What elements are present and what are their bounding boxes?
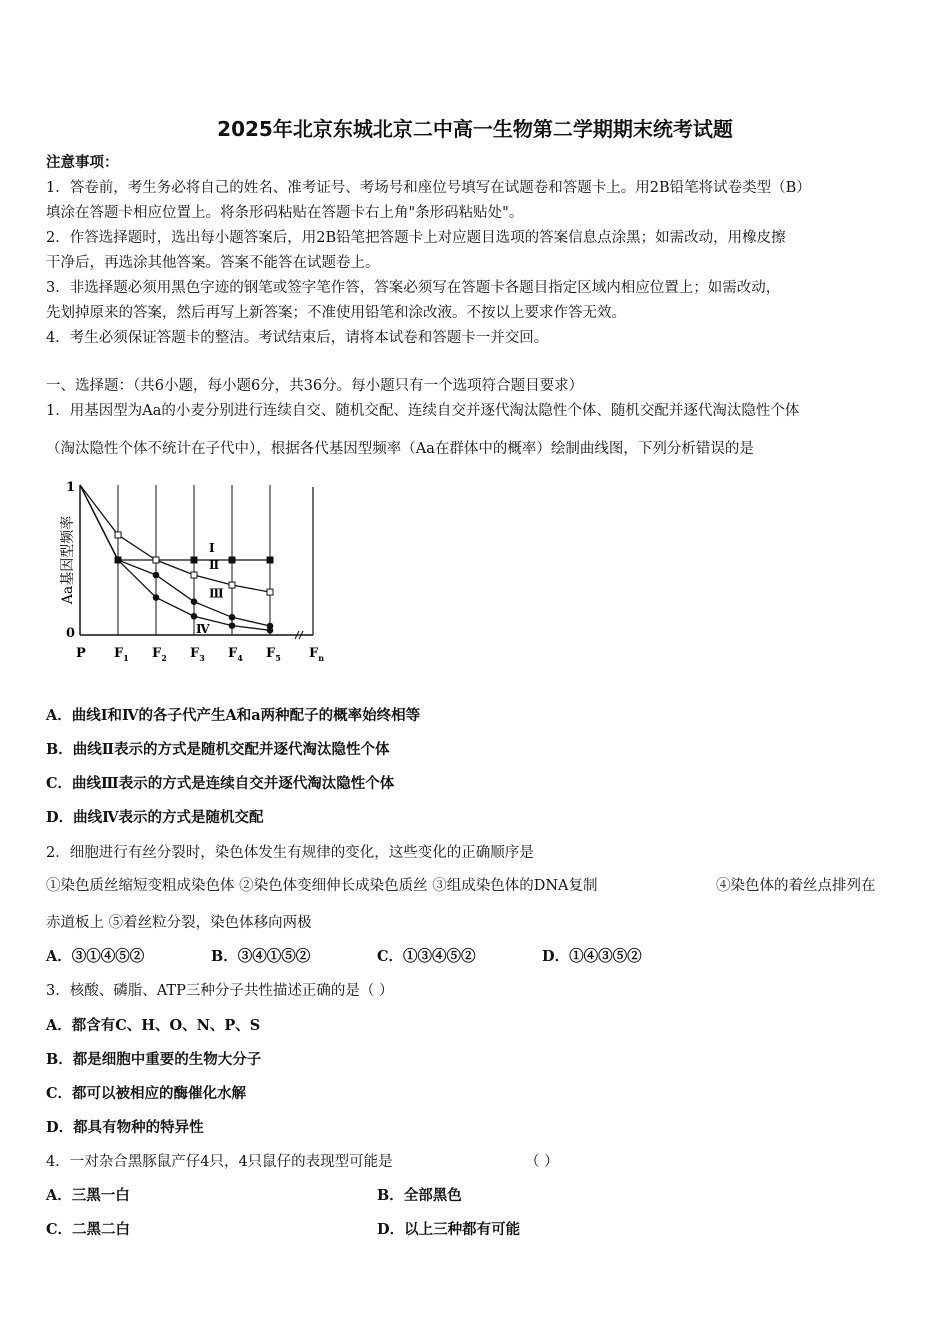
notice-line: 3．非选择题必须用黑色字迹的钢笔或签字笔作答，答案必须写在答题卡各题目指定区域内相应位置上；如需改动， bbox=[46, 280, 781, 296]
q1-stem: 1．用基因型为Aa的小麦分别进行连续自交、随机交配、连续自交并逐代淘汰隐性个体、随机交配并逐代淘汰隐性个体 bbox=[46, 403, 800, 419]
q2-option-b: B．③④①⑤② bbox=[211, 948, 311, 965]
notice-line: 先划掉原来的答案，然后再写上新答案；不准使用铅笔和涂改液。不按以上要求作答无效。 bbox=[46, 305, 626, 321]
q2-items: ①染色质丝缩短变粗成染色体 ②染色体变细伸长成染色质丝 ③组成染色体的DNA复制 bbox=[46, 878, 598, 894]
series-label: Ⅱ bbox=[209, 558, 220, 572]
data-point bbox=[229, 557, 235, 563]
series-label: Ⅲ bbox=[209, 586, 224, 601]
data-point bbox=[229, 582, 235, 588]
q4-option-c: C．二黑二白 bbox=[46, 1221, 131, 1238]
series-line bbox=[80, 485, 270, 592]
x-tick-label: $F_1$ bbox=[114, 646, 129, 663]
q1-option-d: D．曲线Ⅳ表示的方式是随机交配 bbox=[46, 809, 264, 826]
q3-option-a: A．都含有C、H、O、N、P、S bbox=[46, 1017, 261, 1034]
series-label: Ⅰ bbox=[209, 541, 215, 555]
q3-option-b: B．都是细胞中重要的生物大分子 bbox=[46, 1051, 262, 1068]
notice-line: 1．答卷前，考生务必将自己的姓名、准考证号、考场号和座位号填写在试题卷和答题卡上。用2B铅笔将试卷类型（B） bbox=[46, 180, 811, 196]
q1-option-b: B．曲线Ⅱ表示的方式是随机交配并逐代淘汰隐性个体 bbox=[46, 741, 390, 758]
x-tick-label: $F_5$ bbox=[266, 646, 281, 663]
q1-option-c: C．曲线Ⅲ表示的方式是连续自交并逐代淘汰隐性个体 bbox=[46, 775, 395, 792]
y-axis-label: Aa基因型频率 bbox=[60, 515, 76, 605]
x-tick-label: $F_4$ bbox=[228, 646, 243, 663]
data-point bbox=[191, 613, 197, 619]
data-point bbox=[229, 623, 235, 629]
notice-line: 2．作答选择题时，选出每小题答案后，用2B铅笔把答题卡上对应题目选项的答案信息点涂黑；如需改动，用橡皮擦 bbox=[46, 230, 786, 246]
data-point bbox=[153, 557, 159, 563]
notice-line: 填涂在答题卡相应位置上。将条形码粘贴在答题卡右上角"条形码粘贴处"。 bbox=[46, 205, 524, 221]
q4-answer-blank: （ ） bbox=[525, 1154, 559, 1170]
series-line bbox=[80, 485, 270, 626]
data-point bbox=[153, 572, 159, 578]
q3-stem: 3．核酸、磷脂、ATP三种分子共性描述正确的是（ ） bbox=[46, 983, 394, 999]
notice-heading: 注意事项： bbox=[46, 154, 119, 171]
data-point bbox=[267, 628, 273, 634]
q2-option-d: D．①④③⑤② bbox=[542, 948, 642, 965]
q1-stem: （淘汰隐性个体不统计在子代中），根据各代基因型频率（Aa在群体中的概率）绘制曲线图，下列分析错误的是 bbox=[46, 441, 754, 457]
y-tick-label: 0 bbox=[66, 626, 76, 641]
data-point bbox=[115, 532, 121, 538]
y-tick-label: 1 bbox=[66, 480, 76, 495]
page-title: 2025年北京东城北京二中高一生物第二学期期末统考试题 bbox=[217, 117, 733, 141]
q3-option-c: C．都可以被相应的酶催化水解 bbox=[46, 1085, 247, 1102]
x-tick-label: P bbox=[76, 646, 86, 661]
q4-stem: 4．一对杂合黑豚鼠产仔4只，4只鼠仔的表现型可能是 bbox=[46, 1154, 393, 1170]
x-tick-label: $F_n$ bbox=[309, 646, 325, 663]
x-tick-label: $F_2$ bbox=[152, 646, 167, 663]
notice-line: 4．考生必须保证答题卡的整洁。考试结束后，请将本试卷和答题卡一并交回。 bbox=[46, 330, 549, 346]
aa-frequency-chart bbox=[55, 470, 325, 680]
q4-option-d: D．以上三种都有可能 bbox=[377, 1221, 521, 1238]
q2-stem: 2．细胞进行有丝分裂时，染色体发生有规律的变化，这些变化的正确顺序是 bbox=[46, 845, 534, 861]
data-point bbox=[191, 599, 197, 605]
q4-option-b: B．全部黑色 bbox=[377, 1187, 462, 1204]
data-point bbox=[229, 615, 235, 621]
data-point bbox=[191, 557, 197, 563]
q1-option-a: A．曲线Ⅰ和Ⅳ的各子代产生A和a两种配子的概率始终相等 bbox=[46, 707, 421, 724]
q4-option-a: A．三黑一白 bbox=[46, 1187, 130, 1204]
data-point bbox=[191, 572, 197, 578]
q2-option-a: A．③①④⑤② bbox=[46, 948, 145, 965]
section-heading: 一、选择题：（共6小题，每小题6分，共36分。每小题只有一个选项符合题目要求） bbox=[46, 378, 584, 394]
notice-line: 干净后，再选涂其他答案。答案不能答在试题卷上。 bbox=[46, 255, 380, 271]
q2-items: ④染色体的着丝点排列在 bbox=[716, 878, 876, 894]
q2-option-c: C．①③④⑤② bbox=[377, 948, 476, 965]
series-label: Ⅳ bbox=[196, 622, 210, 636]
data-point bbox=[267, 557, 273, 563]
q3-option-d: D．都具有物种的特异性 bbox=[46, 1119, 204, 1136]
x-tick-label: $F_3$ bbox=[190, 646, 205, 663]
data-point bbox=[115, 557, 121, 563]
data-point bbox=[153, 595, 159, 601]
series-line bbox=[80, 485, 270, 630]
q2-items: 赤道板上 ⑤着丝粒分裂，染色体移向两极 bbox=[46, 915, 312, 931]
data-point bbox=[267, 589, 273, 595]
